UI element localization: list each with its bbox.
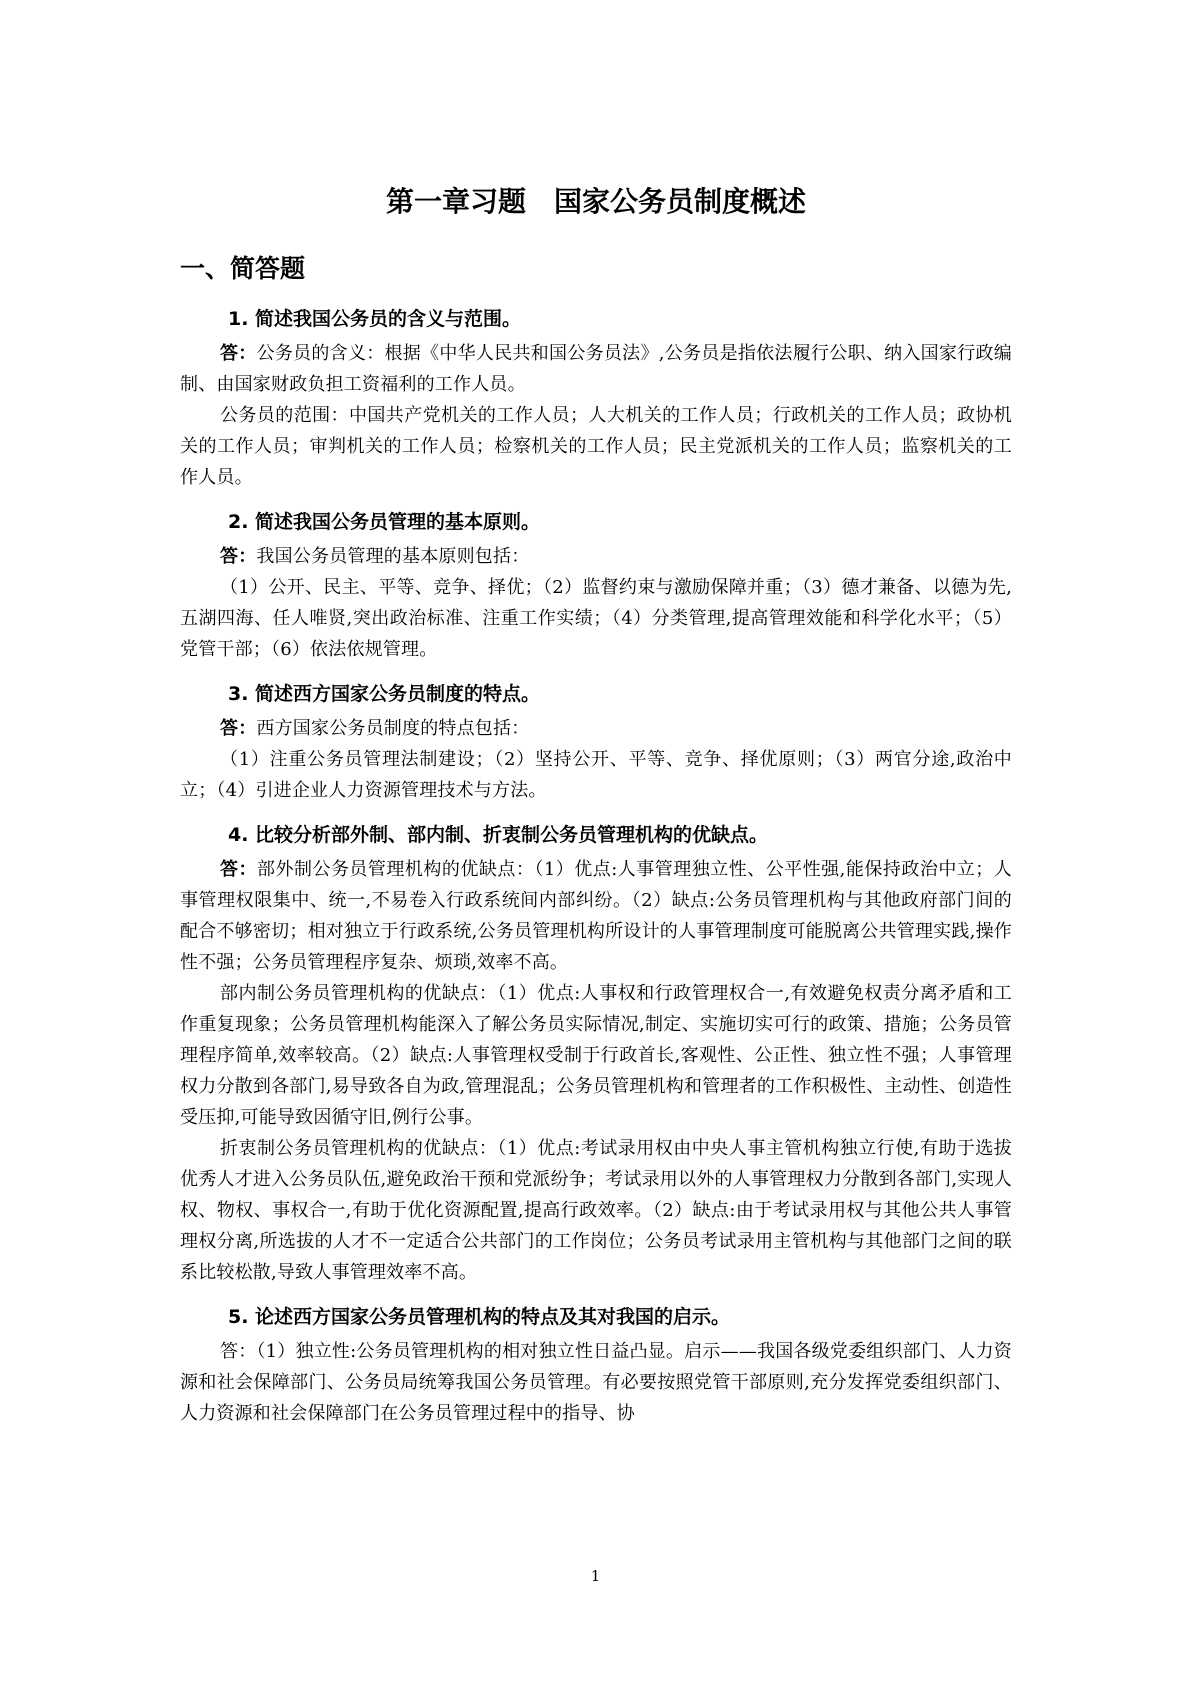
question-heading-3: 3. 简述西方国家公务员制度的特点。 <box>228 683 541 705</box>
answer-label: 答： <box>220 546 257 567</box>
question-block-1 <box>180 304 1012 493</box>
document-title: 第一章习题 国家公务员制度概述 <box>385 185 806 218</box>
question-heading-4: 4. 比较分析部外制、部内制、折衷制公务员管理机构的优缺点。 <box>228 824 769 846</box>
page-content <box>180 178 1012 1429</box>
answer-label: 答： <box>220 343 257 364</box>
question-block-4 <box>180 820 1012 1288</box>
question-block-2 <box>180 507 1012 665</box>
question-heading-5: 5. 论述西方国家公务员管理机构的特点及其对我国的启示。 <box>228 1306 731 1328</box>
answer-paragraph: 折衷制公务员管理机构的优缺点：（1）优点:考试录用权由中央人事主管机构独立行使,有助于选拔优秀人才进入公务员队伍,避免政治干预和党派纷争；考试录用以外的人事管理权力分散到各部门,实现人权、物权、事权合一,有助于优化资源配置,提高行政效率。（2）缺点:由于考试录用权与其他公共人事管理权分离,所选拔的人才不一定适合公共部门的工作岗位；公务员考试录用主管机构与其他部门之间的联系比较松散,导致人事管理效率不高。 <box>180 1138 1012 1283</box>
answer-label: 答： <box>220 859 257 880</box>
answer-paragraph <box>180 541 1012 572</box>
question-heading-1: 1. 简述我国公务员的含义与范围。 <box>228 308 522 330</box>
question-heading-2: 2. 简述我国公务员管理的基本原则。 <box>228 511 541 533</box>
answer-label: 答： <box>220 718 257 739</box>
answer-paragraph: （1）注重公务员管理法制建设；（2）坚持公开、平等、竞争、择优原则；（3）两官分途,政治中立；（4）引进企业人力资源管理技术与方法。 <box>180 749 1012 801</box>
page-number: 1 <box>590 1567 601 1585</box>
answer-paragraph: 公务员的范围：中国共产党机关的工作人员；人大机关的工作人员；行政机关的工作人员；政协机关的工作人员；审判机关的工作人员；检察机关的工作人员；民主党派机关的工作人员；监察机关的工作人员。 <box>180 405 1012 488</box>
answer-paragraph: 部内制公务员管理机构的优缺点：（1）优点:人事权和行政管理权合一,有效避免权责分离矛盾和工作重复现象；公务员管理机构能深入了解公务员实际情况,制定、实施切实可行的政策、措施；公务员管理程序简单,效率较高。（2）缺点:人事管理权受制于行政首长,客观性、公正性、独立性不强；人事管理权力分散到各部门,易导致各自为政,管理混乱；公务员管理机构和管理者的工作积极性、主动性、创造性受压抑,可能导致因循守旧,例行公事。 <box>180 983 1012 1128</box>
answer-text: 公务员的含义：根据《中华人民共和国公务员法》,公务员是指依法履行公职、纳入国家行政编制、由国家财政负担工资福利的工作人员。 <box>180 343 1012 395</box>
section-heading: 一、简答题 <box>180 254 306 283</box>
answer-text: （1）独立性:公务员管理机构的相对独立性日益凸显。启示——我国各级党委组织部门、人力资源和社会保障部门、公务员局统筹我国公务员管理。有必要按照党管干部原则,充分发挥党委组织部门、人力资源和社会保障部门在公务员管理过程中的指导、协 <box>180 1341 1012 1424</box>
answer-label: 答： <box>220 1341 257 1362</box>
answer-paragraph <box>180 1336 1012 1429</box>
answer-paragraph <box>180 713 1012 744</box>
question-block-5 <box>180 1302 1012 1429</box>
answer-text: 部外制公务员管理机构的优缺点：（1）优点:人事管理独立性、公平性强,能保持政治中立；人事管理权限集中、统一,不易卷入行政系统间内部纠纷。（2）缺点:公务员管理机构与其他政府部门间的配合不够密切；相对独立于行政系统,公务员管理机构所设计的人事管理制度可能脱离公共管理实践,操作性不强；公务员管理程序复杂、烦琐,效率不高。 <box>180 859 1012 973</box>
answer-paragraph <box>180 854 1012 978</box>
answer-text: 西方国家公务员制度的特点包括： <box>256 718 530 739</box>
answer-paragraph <box>180 338 1012 400</box>
question-block-3 <box>180 679 1012 806</box>
answer-text: 我国公务员管理的基本原则包括： <box>256 546 530 567</box>
answer-paragraph: （1）公开、民主、平等、竞争、择优；（2）监督约束与激励保障并重；（3）德才兼备、以德为先,五湖四海、任人唯贤,突出政治标准、注重工作实绩；（4）分类管理,提高管理效能和科学化水平；（5）党管干部；（6）依法依规管理。 <box>180 577 1012 660</box>
